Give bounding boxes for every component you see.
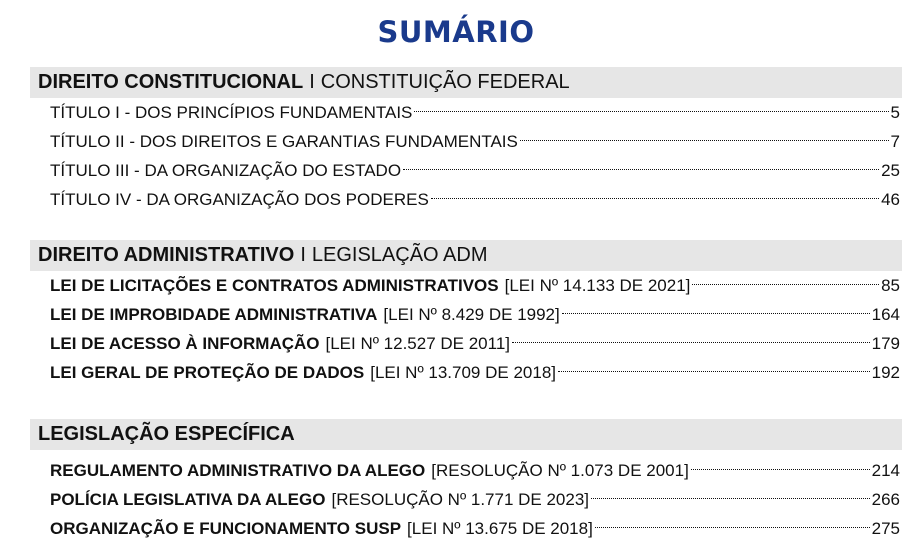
toc-entry-reference: [LEI Nº 14.133 DE 2021]: [504, 276, 691, 295]
toc-entry-text: TÍTULO III - DA ORGANIZAÇÃO DO ESTADO: [50, 161, 402, 180]
toc-entry-page: 214: [871, 461, 900, 480]
toc-entry-title: POLÍCIA LEGISLATIVA DA ALEGO: [50, 490, 326, 509]
toc-entry-page: 7: [890, 132, 900, 151]
dot-leader: [520, 140, 889, 141]
dot-leader: [562, 313, 870, 314]
toc-entry-page: 46: [881, 190, 900, 209]
toc-entry-reference: [RESOLUÇÃO Nº 1.073 DE 2001]: [431, 461, 689, 480]
toc-entry-reference: [LEI Nº 12.527 DE 2011]: [325, 334, 511, 353]
dot-leader: [591, 498, 870, 499]
toc-entry-title: LEI DE ACESSO À INFORMAÇÃO: [50, 334, 320, 353]
section-header-title: DIREITO CONSTITUCIONAL: [38, 71, 304, 93]
toc-entry[interactable]: [30, 127, 902, 156]
toc-entry[interactable]: [30, 358, 902, 387]
toc-entry[interactable]: [30, 329, 902, 358]
section-header-subtitle: CONSTITUIÇÃO FEDERAL: [320, 71, 570, 93]
toc-list: [30, 271, 902, 387]
dot-leader: [414, 111, 888, 112]
dot-leader: [403, 169, 879, 170]
toc-entry[interactable]: [30, 514, 902, 543]
toc-entry-page: 25: [881, 161, 900, 180]
toc-entry-reference: [LEI Nº 8.429 DE 1992]: [383, 305, 560, 324]
toc-section-direito-administrativo: [30, 240, 902, 387]
section-header-title: LEGISLAÇÃO ESPECÍFICA: [38, 423, 295, 445]
toc-entry-page: 164: [871, 305, 900, 324]
toc-entry[interactable]: [30, 456, 902, 485]
toc-entry-text: TÍTULO I - DOS PRINCÍPIOS FUNDAMENTAIS: [50, 103, 413, 122]
toc-entry-title: REGULAMENTO ADMINISTRATIVO DA ALEGO: [50, 461, 426, 480]
dot-leader: [431, 198, 879, 199]
dot-leader: [595, 527, 870, 528]
toc-entry-page: 85: [881, 276, 900, 295]
toc-entry-page: 179: [871, 334, 900, 353]
toc-section-legislacao-especifica: [30, 419, 902, 543]
toc-entry[interactable]: [30, 185, 902, 214]
dot-leader: [691, 469, 870, 470]
toc-entry-text: TÍTULO IV - DA ORGANIZAÇÃO DOS PODERES: [50, 190, 429, 209]
toc-entry-page: 266: [871, 490, 900, 509]
toc-entry[interactable]: [30, 156, 902, 185]
section-header-separator: I: [300, 244, 306, 266]
dot-leader: [692, 284, 879, 285]
toc-list: [30, 98, 902, 214]
toc-entry-page: 192: [871, 363, 900, 382]
toc-entry[interactable]: [30, 300, 902, 329]
toc-section-direito-constitucional: [30, 67, 902, 214]
toc-entry-title: ORGANIZAÇÃO E FUNCIONAMENTO SUSP: [50, 519, 402, 538]
page-title: SUMÁRIO: [377, 15, 535, 49]
toc-list: [30, 456, 902, 543]
dot-leader: [558, 371, 870, 372]
section-header: [30, 67, 902, 98]
toc-entry[interactable]: [30, 271, 902, 300]
section-header-subtitle: LEGISLAÇÃO ADM: [311, 244, 488, 266]
toc-entry[interactable]: [30, 98, 902, 127]
toc-entry[interactable]: [30, 485, 902, 514]
section-header-separator: I: [309, 71, 315, 93]
toc-entry-reference: [LEI Nº 13.709 DE 2018]: [370, 363, 556, 382]
section-header: [30, 240, 902, 271]
toc-entry-reference: [LEI Nº 13.675 DE 2018]: [407, 519, 593, 538]
toc-entry-title: LEI DE IMPROBIDADE ADMINISTRATIVA: [50, 305, 378, 324]
toc-entry-title: LEI DE LICITAÇÕES E CONTRATOS ADMINISTRATIVOS: [50, 276, 499, 295]
toc-entry-title: LEI GERAL DE PROTEÇÃO DE DADOS: [50, 363, 365, 382]
toc-entry-page: 5: [890, 103, 900, 122]
toc-entry-page: 275: [871, 519, 900, 538]
toc-entry-text: TÍTULO II - DOS DIREITOS E GARANTIAS FUNDAMENTAIS: [50, 132, 518, 151]
section-header: [30, 419, 902, 450]
dot-leader: [512, 342, 870, 343]
section-header-title: DIREITO ADMINISTRATIVO: [38, 244, 295, 266]
toc-entry-reference: [RESOLUÇÃO Nº 1.771 DE 2023]: [331, 490, 590, 509]
